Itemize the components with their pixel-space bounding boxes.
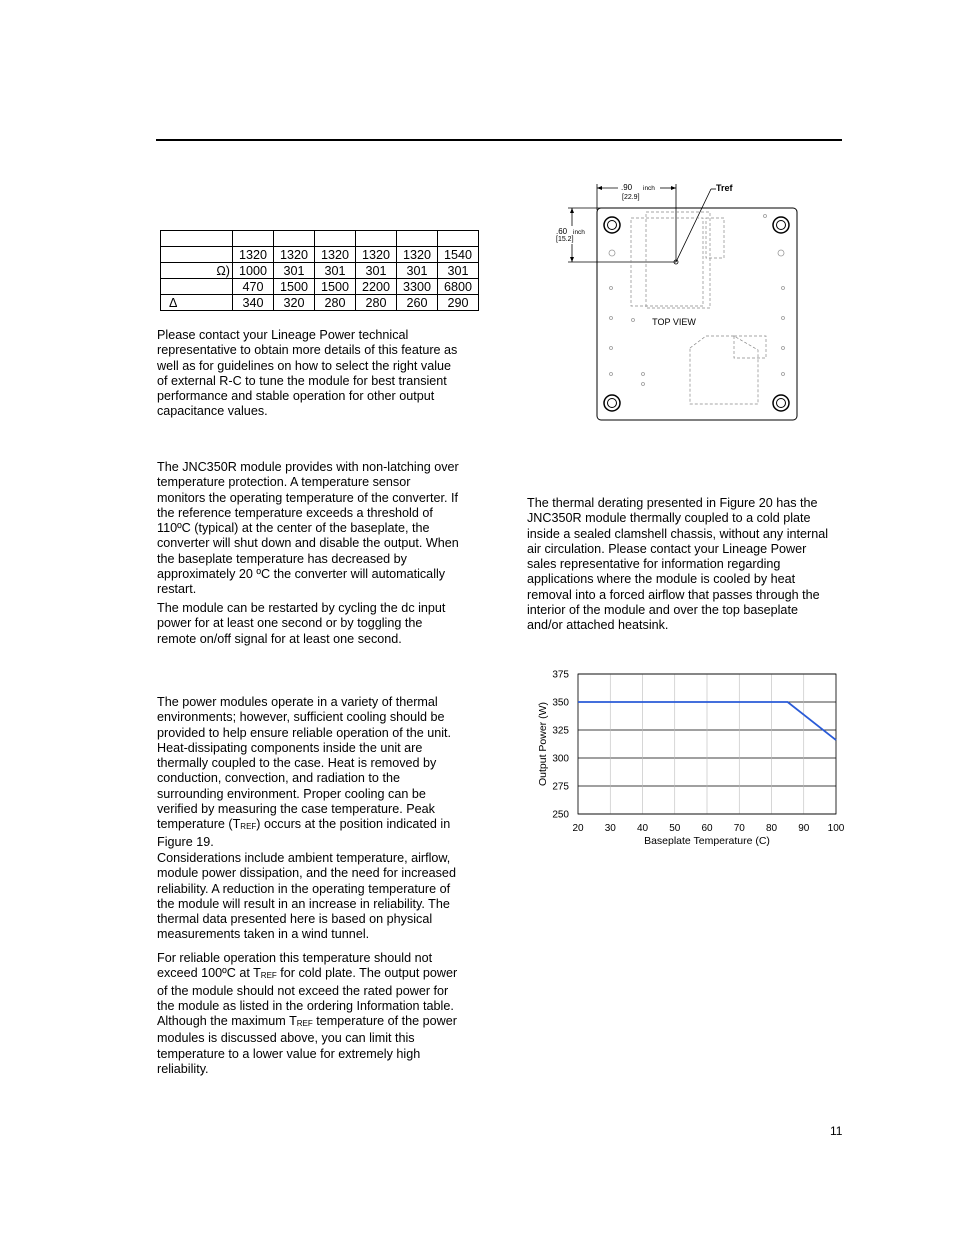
table-cell: 280 (356, 295, 397, 311)
dim-y-value: .60 (556, 227, 568, 236)
y-axis-ticks (552, 670, 569, 821)
text-fragment: exceed 100ºC at T (157, 966, 261, 981)
dim-x-unit: inch (643, 185, 655, 192)
table-cell: 1320 (315, 247, 356, 263)
table-cell: 1320 (233, 247, 274, 263)
text-line: surrounding environment. Proper cooling can be (157, 786, 426, 801)
table-row (161, 279, 479, 295)
component-outline (646, 212, 710, 308)
text-line: Please contact your Lineage Power technical (157, 328, 409, 342)
table-header-cell (438, 231, 479, 247)
table-cell: 290 (438, 295, 479, 311)
table-cell: 1000 (233, 263, 274, 279)
text-line: For reliable operation this temperature should not (157, 951, 433, 965)
text-line: capacitance values. (157, 404, 268, 419)
y-tick-label: 250 (552, 809, 569, 821)
top-view-label: TOP VIEW (652, 317, 696, 327)
text-line: the module will result in an increase in reliability. The (157, 896, 450, 911)
table-cell: 1320 (397, 247, 438, 263)
text-line (157, 966, 457, 983)
subscript: REF (260, 971, 277, 981)
x-tick-label: 70 (733, 823, 745, 834)
mounting-hole (604, 217, 620, 233)
module-top-view-drawing (548, 178, 808, 428)
x-tick-label: 30 (604, 823, 616, 834)
table-cell: 1540 (438, 247, 479, 263)
text-line: sales representative for information regarding (527, 557, 781, 572)
table-row (161, 247, 479, 263)
y-axis-label: Output Power (W) (537, 701, 549, 787)
dim-arrow (597, 186, 602, 190)
text-line: Considerations include ambient temperature, airflow, (157, 851, 451, 865)
dim-arrow (570, 208, 574, 213)
table-cell: 301 (274, 263, 315, 279)
table-cell: 1500 (315, 279, 356, 295)
component-outline (690, 336, 758, 404)
text-line: of the module should not exceed the rated power for (157, 983, 449, 998)
text-line: temperature protection. A temperature sensor (157, 475, 411, 490)
dim-x-value: .90 (621, 183, 633, 192)
x-tick-label: 100 (827, 823, 845, 834)
contact-paragraph (157, 328, 457, 420)
text-line: removal into a forced airflow that passes through the (527, 587, 820, 602)
text-line: air circulation. Please contact your Lineage Power (527, 541, 807, 556)
text-line: reliability. (157, 1062, 209, 1077)
text-fragment: temperature of the power (312, 1014, 457, 1029)
text-line: environments; however, sufficient cooling should be (157, 710, 445, 725)
mounting-hole (604, 395, 620, 411)
page-number: 11 (830, 1124, 843, 1138)
text-line: modules is discussed above, you can limit this (157, 1031, 415, 1046)
text-line: applications where the module is cooled by heat (527, 572, 796, 587)
text-fragment: temperature (T (157, 817, 241, 832)
text-line: of external R-C to tune the module for best transient (157, 373, 447, 388)
table-row (161, 295, 479, 311)
table-cell: 1500 (274, 279, 315, 295)
x-tick-label: 20 (572, 823, 584, 834)
text-line: module power dissipation, and the need for increased (157, 866, 456, 881)
table-cell: 280 (315, 295, 356, 311)
otp-paragraph (157, 460, 459, 598)
row-label (161, 279, 233, 295)
x-tick-label: 60 (701, 823, 713, 834)
table-cell: 470 (233, 279, 274, 295)
reliable-operation-paragraph (157, 951, 457, 1077)
text-line: power for at least one second or by toggling the (157, 616, 423, 631)
table-cell: 6800 (438, 279, 479, 295)
row-label: Ω) (161, 263, 233, 279)
mounting-hole (773, 395, 789, 411)
text-line: Heat-dissipating components inside the unit are (157, 740, 423, 755)
table-row (161, 263, 479, 279)
table-cell: 320 (274, 295, 315, 311)
thermal-derating-chart (528, 664, 852, 854)
text-line: thermally coupled to the case. Heat is removed by (157, 756, 437, 771)
thermal-paragraph (157, 695, 451, 850)
text-line: measurements taken in a wind tunnel. (157, 927, 370, 942)
text-line (157, 817, 451, 834)
table-cell: 1320 (356, 247, 397, 263)
text-line: Figure 19. (157, 834, 214, 849)
text-line: representative to obtain more details of this feature as (157, 343, 458, 358)
x-tick-label: 90 (798, 823, 810, 834)
text-line: inside a sealed clamshell chassis, without any internal (527, 526, 829, 541)
text-line: conduction, convection, and radiation to the (157, 771, 400, 786)
subscript: REF (296, 1019, 313, 1029)
dim-arrow (671, 186, 676, 190)
y-tick-label: 325 (552, 725, 569, 737)
table-cell: 340 (233, 295, 274, 311)
table-cell: 301 (315, 263, 356, 279)
text-line: The JNC350R module provides with non-latching over (157, 460, 459, 474)
component-outline (706, 218, 724, 258)
text-line: 110ºC (typical) at the center of the baseplate, the (157, 521, 430, 536)
rc-values-table (160, 230, 479, 311)
text-line: thermal data presented here is based on physical (157, 912, 433, 927)
table-header-cell (315, 231, 356, 247)
text-line: interior of the module and over the top baseplate (527, 603, 798, 618)
table-header-row (161, 231, 479, 247)
text-line: and/or attached heatsink. (527, 618, 669, 633)
y-tick-label: 350 (552, 697, 569, 709)
x-tick-label: 80 (765, 823, 778, 834)
dim-x-mm: [22.9] (622, 194, 640, 201)
dim-arrow (570, 257, 574, 262)
considerations-paragraph (157, 851, 456, 943)
text-line: restart. (157, 582, 197, 597)
x-tick-label: 50 (669, 823, 681, 834)
text-line: converter will shut down and disable the output. When (157, 536, 459, 551)
text-line: The thermal derating presented in Figure 20 has the (527, 496, 818, 510)
x-tick-label: 40 (636, 823, 649, 834)
row-label: Δ (161, 295, 233, 311)
tref-label: Tref (716, 183, 733, 193)
table-cell: 260 (397, 295, 438, 311)
restart-paragraph (157, 601, 445, 647)
text-line: monitors the operating temperature of the converter. If (157, 490, 459, 505)
derating-paragraph (527, 496, 828, 634)
text-fragment: Although the maximum T (157, 1014, 297, 1029)
dim-y-unit: inch (573, 229, 585, 236)
x-axis-ticks (572, 823, 844, 834)
text-line: The module can be restarted by cycling the dc input (157, 601, 446, 615)
text-line: the reference temperature exceeds a threshold of (157, 505, 433, 520)
table-cell: 301 (438, 263, 479, 279)
component-outline (734, 336, 766, 358)
table-header-cell (397, 231, 438, 247)
table-cell: 301 (397, 263, 438, 279)
text-line: performance and stable operation for other output (157, 389, 435, 404)
text-line: The power modules operate in a variety of thermal (157, 695, 438, 709)
text-line (157, 1014, 457, 1031)
table-header-cell (274, 231, 315, 247)
module-outline (597, 208, 797, 420)
row-label (161, 247, 233, 263)
text-line: the module as listed in the ordering Information table. (157, 998, 454, 1013)
table-cell: 301 (356, 263, 397, 279)
table-header-cell (233, 231, 274, 247)
chart-grid (578, 674, 836, 814)
subscript: REF (240, 822, 257, 832)
y-tick-label: 300 (552, 753, 569, 765)
table-header-cell (161, 231, 233, 247)
text-line: reliability. A reduction in the operating temperature of (157, 881, 451, 896)
header-rule (156, 139, 842, 141)
table-header-cell (356, 231, 397, 247)
text-fragment: ) occurs at the position indicated in (256, 817, 451, 832)
text-line: JNC350R module thermally coupled to a cold plate (527, 511, 811, 526)
dim-y-mm: [15.2] (556, 236, 574, 243)
y-tick-label: 375 (552, 669, 569, 681)
y-tick-label: 275 (552, 781, 569, 793)
table-cell: 1320 (274, 247, 315, 263)
text-line: verified by measuring the case temperature. Peak (157, 802, 435, 817)
text-line: approximately 20 ºC the converter will automatically (157, 567, 446, 582)
text-line: well as for guidelines on how to select the right value (157, 358, 452, 373)
x-axis-label: Baseplate Temperature (C) (644, 835, 770, 847)
table-cell: 3300 (397, 279, 438, 295)
mounting-hole (773, 217, 789, 233)
text-line: remote on/off signal for at least one second. (157, 631, 402, 646)
text-line: provided to help ensure reliable operation of the unit. (157, 725, 452, 740)
text-fragment: for cold plate. The output power (276, 966, 458, 981)
text-line: temperature to a lower value for extremely high (157, 1046, 421, 1061)
text-line: the baseplate temperature has decreased by (157, 551, 407, 566)
table-cell: 2200 (356, 279, 397, 295)
